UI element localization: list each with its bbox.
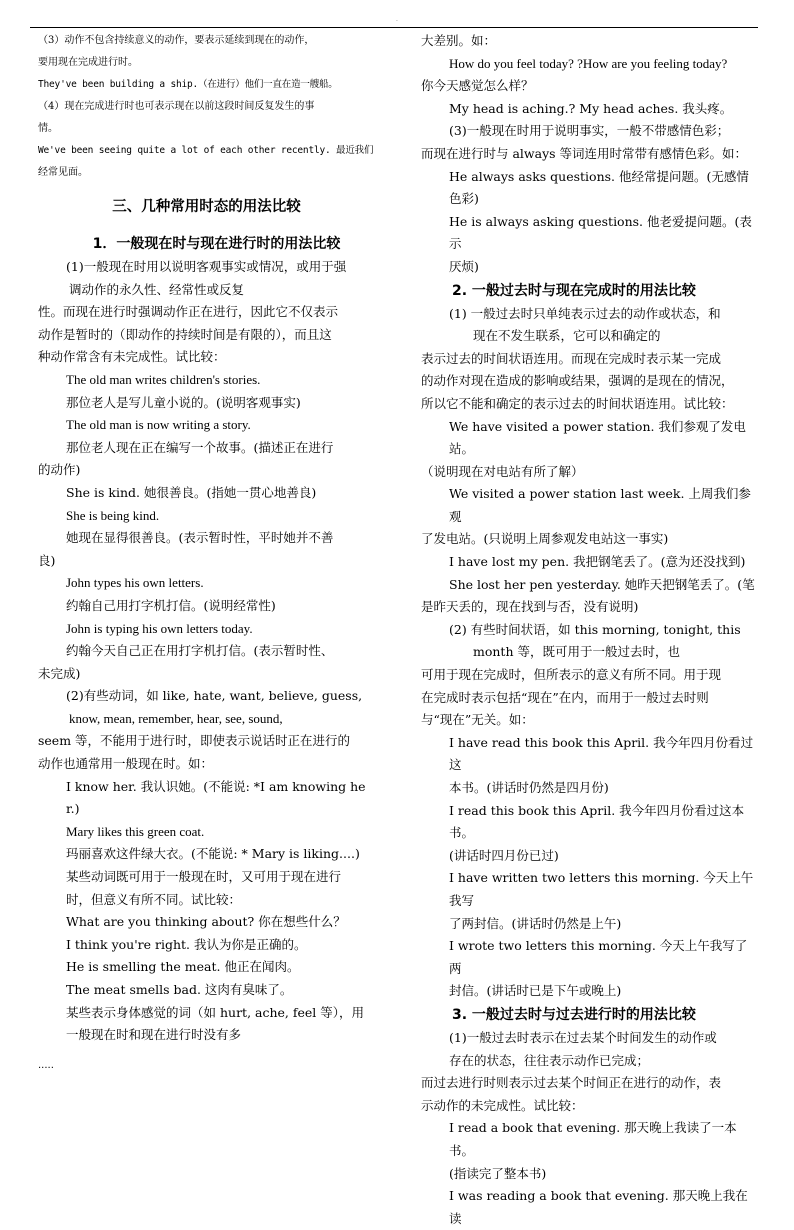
example-sentence: She lost her pen yesterday. 她昨天把钢笔丢了。(笔 (449, 576, 755, 592)
translation-line: 本书。(讲话时仍然是四月份) (449, 780, 609, 795)
translation-line: 厌烦) (449, 258, 479, 274)
text-line: (2)有些动词，如 like, hate, want, believe, guess, (66, 688, 363, 704)
text-line: 时，但意义有所不同。试比较： (66, 891, 242, 907)
text-line: 大差别。如： (421, 33, 497, 48)
text-line: (2) 有些时间状语，如 this morning, tonight, this (449, 621, 741, 637)
text-line: 与“现在”无关。如： (421, 712, 534, 728)
example-sentence: John is typing his own letters today. (66, 620, 253, 636)
footer-dots: ..... (38, 1060, 54, 1071)
text-line: 在完成时表示包括“现在”在内，而用于一般过去时则 (421, 689, 709, 705)
example-sentence: I read a book that evening. 那天晚上我读了一本书。 (449, 1120, 737, 1158)
translation-line: 了两封信。(讲话时仍然是上午) (449, 915, 622, 931)
text-line: (3)一般现在时用于说明事实，一般不带感情色彩； (449, 123, 730, 139)
example-sentence: I read this book this April. 我今年四月份看过这本书。 (449, 802, 745, 841)
text-line: 可用于现在完成时，但所表示的意义有所不同。用于现 (421, 667, 722, 683)
translation-line: 色彩) (449, 191, 479, 207)
text-line: 示动作的未完成性。试比较： (421, 1097, 584, 1113)
text-line: 要用现在完成进行时。 (38, 57, 138, 68)
translation-line: 她现在显得很善良。(表示暂时性，平时她并不善 (66, 530, 334, 546)
example-sentence: I have read this book this April. 我今年四月份看过这 (449, 734, 754, 773)
example-sentence: What are you thinking about? 你在想些什么？ (66, 914, 346, 930)
example-sentence: How do you feel today? ?How are you feeling today? (449, 55, 728, 71)
example-sentence: We visited a power station last week. 上周我们参观 (449, 486, 751, 524)
text-line: （4）现在完成进行时也可表示现在以前这段时间反复发生的事 (38, 101, 315, 112)
text-line: 存在的状态，往往表示动作已完成； (449, 1052, 650, 1068)
right-column (421, 30, 758, 1230)
text-line: 动作是暂时的（即动作的持续时间是有限的），而且这 (38, 326, 332, 342)
example-sentence: My head is aching.? My head aches. 我头疼。 (449, 100, 733, 116)
text-line: month 等，既可用于一般过去时，也 (473, 644, 680, 660)
example-sentence: The meat smells bad. 这肉有臭味了。 (66, 982, 293, 997)
text-line: 性。而现在进行时强调动作正在进行，因此它不仅表示 (38, 304, 339, 320)
text-line: 一般现在时和现在进行时没有多 (66, 1027, 242, 1043)
translation-line: 那位老人现在正在编写一个故事。(描述正在进行 (66, 439, 334, 455)
example-sentence: I have written two letters this morning. 今天上午我写 (449, 870, 754, 908)
subsection-title: 1．一般现在时与现在进行时的用法比较 (92, 236, 341, 252)
example-sentence: Mary likes this green coat. (66, 823, 205, 839)
example-sentence: The old man writes children's stories. (66, 371, 261, 387)
example-sentence: John types his own letters. (66, 575, 204, 591)
translation-line: 约翰今天自己正在用打字机打信。(表示暂时性、 (66, 643, 334, 659)
example-sentence: He is smelling the meat. 他正在闻肉。 (66, 959, 300, 975)
text-line: 某些动词既可用于一般现在时，又可用于现在进行 (66, 869, 342, 885)
text-line: 情。 (38, 123, 58, 134)
example-sentence: I have lost my pen. 我把钢笔丢了。(意为还没找到) (449, 554, 746, 570)
translation-line: 是昨天丢的，现在找到与否，没有说明) (421, 599, 639, 615)
header-mark: . (396, 16, 398, 23)
example-sentence: She is being kind. (66, 507, 160, 523)
text-line: 所以它不能和确定的表示过去的时间状语连用。试比较： (421, 395, 734, 411)
text-line: 种动作常含有未完成性。试比较： (38, 349, 226, 365)
text-line: (1) 一般过去时只单纯表示过去的动作或状态，和 (449, 305, 721, 321)
header-rule (30, 27, 758, 28)
example-sentence: I wrote two letters this morning. 今天上午我写了两 (449, 938, 748, 976)
translation-line: 了发电站。(只说明上周参观发电站这一事实) (421, 531, 669, 547)
example-sentence: We've been seeing quite a lot of each other recently. 最近我们 (38, 145, 374, 156)
text-line: 调动作的永久性、经常性或反复 (69, 281, 245, 297)
text-line: 而过去进行时则表示过去某个时间正在进行的动作，表 (421, 1075, 722, 1091)
translation-line: 封信。(讲话时已是下午或晚上) (449, 983, 622, 999)
example-sentence: They've been building a ship.（在进行）他们一直在造一艘船。 (38, 79, 338, 90)
translation-line: (讲话时四月份已过) (449, 847, 559, 863)
text-line: 而现在进行时与 always 等词连用时常带有感情色彩。如： (421, 145, 748, 161)
translation-line: 你今天感觉怎么样？ (421, 78, 534, 94)
example-sentence: I know her. 我认识她。(不能说: *I am knowing her.) (66, 778, 366, 817)
text-line: (1)一般现在时用以说明客观事实或情况，或用于强 (66, 259, 347, 274)
text-line: 某些表示身体感觉的词（如 hurt, ache, feel 等），用 (66, 1004, 365, 1020)
text-line: 表示过去的时间状语连用。而现在完成时表示某一完成 (421, 350, 722, 366)
translation-line: (指读完了整本书) (449, 1165, 547, 1181)
example-sentence: She is kind. 她很善良。(指她一贯心地善良) (66, 484, 317, 500)
translation-line: （说明现在对电站有所了解） (421, 463, 584, 479)
text-line: 动作也通常用一般现在时。如： (38, 756, 214, 772)
example-sentence: He always asks questions. 他经常提问题。(无感情 (449, 168, 749, 184)
translation-line: 良) (38, 552, 56, 568)
example-sentence: I think you're right. 我认为你是正确的。 (66, 936, 307, 952)
text-line: （3）动作不包含持续意义的动作，要表示延续到现在的动作， (38, 35, 315, 46)
example-sentence: We have visited a power station. 我们参观了发电站。 (449, 418, 746, 457)
text-line: (1)一般过去时表示在过去某个时间发生的动作或 (449, 1029, 717, 1045)
translation-line: 那位老人是写儿童小说的。(说明客观事实) (66, 394, 301, 410)
example-sentence: I was reading a book that evening. 那天晚上我在读 (449, 1188, 748, 1226)
subsection-title: 3. 一般过去时与过去进行时的用法比较 (452, 1006, 696, 1023)
subsection-title: 2. 一般过去时与现在完成时的用法比较 (452, 282, 696, 299)
text-line: know, mean, remember, hear, see, sound, (69, 710, 283, 726)
text-line: 现在不发生联系，它可以和确定的 (473, 328, 661, 344)
section-title: 三、几种常用时态的用法比较 (112, 199, 301, 215)
text-line: seem 等，不能用于进行时，即使表示说话时正在进行的 (38, 733, 351, 749)
translation-line: 玛丽喜欢这件绿大衣。(不能说: * Mary is liking....) (66, 846, 360, 862)
example-sentence: The old man is now writing a story. (66, 417, 251, 433)
text-line: 经常见面。 (38, 167, 88, 178)
left-column (38, 30, 375, 1047)
text-line: 的动作对现在造成的影响或结果，强调的是现在的情况， (421, 373, 734, 389)
translation-line: 约翰自己用打字机打信。(说明经常性) (66, 597, 276, 613)
translation-line: 的动作) (38, 462, 81, 478)
example-sentence: He is always asking questions. 他老爱提问题。(表示 (449, 213, 752, 252)
translation-line: 未完成) (38, 665, 81, 681)
